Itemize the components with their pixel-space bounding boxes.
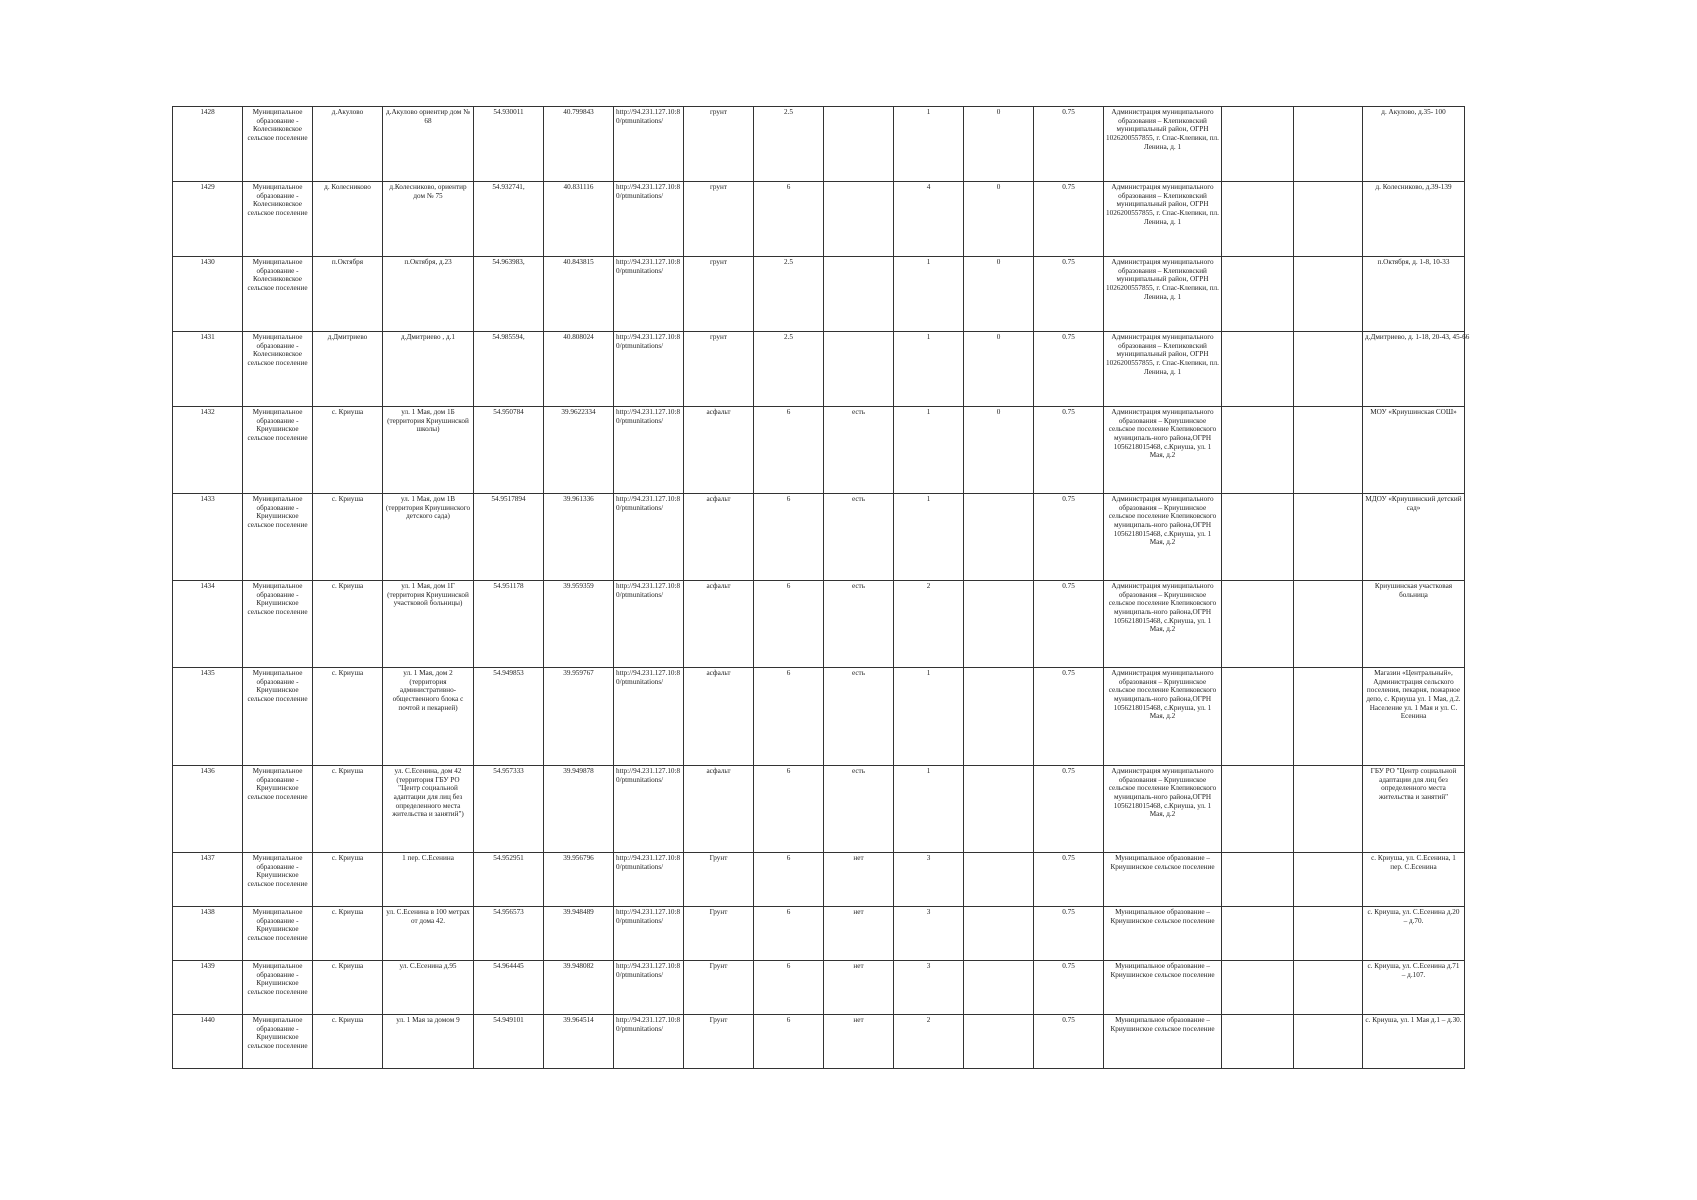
row-number: 1439 [173,961,243,1015]
latitude-cell: 54.950784 [474,407,544,494]
containers-count-cell: 4 [894,182,964,257]
empty-cell [1222,332,1294,407]
address-cell: ул. 1 Мая, дом 1Г (территория Криушинской участковой больницы) [383,581,474,668]
address-cell: ул. С.Есенина д.95 [383,961,474,1015]
longitude-cell: 39.959767 [544,668,614,766]
municipality-cell: Муниципальное образование - Криушинское сельское поселение [243,961,313,1015]
table-row [173,1015,1465,1069]
planned-containers-cell [964,494,1034,581]
containers-count-cell: 1 [894,332,964,407]
surface-cell: Грунт [684,853,754,907]
table-row [173,766,1465,853]
area-cell: 6 [754,1015,824,1069]
map-link-cell[interactable]: http://94.231.127.10:80/ptmunitations/ [614,668,684,766]
table-row [173,407,1465,494]
empty-cell [1222,182,1294,257]
containers-count-cell: 3 [894,961,964,1015]
longitude-cell: 40.843815 [544,257,614,332]
surface-cell: грунт [684,107,754,182]
map-link-cell[interactable]: http://94.231.127.10:80/ptmunitations/ [614,766,684,853]
empty-cell [1294,107,1363,182]
fence-cell: есть [824,766,894,853]
empty-cell [1222,107,1294,182]
municipality-cell: Муниципальное образование - Колесниковское сельское поселение [243,257,313,332]
waste-sources-cell: д.Дмитриево, д. 1-18, 20-43, 45-66 [1363,332,1465,407]
longitude-cell: 39.959359 [544,581,614,668]
latitude-cell: 54.9517894 [474,494,544,581]
planned-containers-cell: 0 [964,182,1034,257]
surface-cell: асфальт [684,494,754,581]
longitude-cell: 40.799843 [544,107,614,182]
containers-count-cell: 3 [894,853,964,907]
empty-cell [1222,668,1294,766]
registry-body [173,107,1470,1069]
address-cell: ул. 1 Мая, дом 1Б (территория Криушинской школы) [383,407,474,494]
municipality-cell: Муниципальное образование - Криушинское сельское поселение [243,581,313,668]
address-cell: ул. 1 Мая, дом 1В (территория Криушинского детского сада) [383,494,474,581]
container-volume-cell: 0.75 [1034,107,1104,182]
table-row [173,668,1465,766]
container-volume-cell: 0.75 [1034,853,1104,907]
planned-containers-cell: 0 [964,332,1034,407]
municipality-cell: Муниципальное образование - Криушинское сельское поселение [243,766,313,853]
map-link-cell[interactable]: http://94.231.127.10:80/ptmunitations/ [614,853,684,907]
surface-cell: грунт [684,332,754,407]
owner-cell: Муниципальное образование – Криушинское сельское поселение [1104,853,1222,907]
settlement-cell: с. Криуша [313,494,383,581]
settlement-cell: с. Криуша [313,766,383,853]
surface-cell: асфальт [684,581,754,668]
empty-cell [1294,182,1363,257]
longitude-cell: 39.961336 [544,494,614,581]
map-link-cell[interactable]: http://94.231.127.10:80/ptmunitations/ [614,107,684,182]
containers-count-cell: 2 [894,581,964,668]
surface-cell: Грунт [684,961,754,1015]
waste-sources-cell: д. Акулово, д.35- 100 [1363,107,1465,182]
row-number: 1435 [173,668,243,766]
owner-cell: Администрация муниципального образования – Клепиковский муниципальный район, ОГРН 1026200557855, г. Спас-Клепики, пл. Ленина, д. 1 [1104,332,1222,407]
surface-cell: грунт [684,257,754,332]
empty-cell [1222,907,1294,961]
settlement-cell: с. Криуша [313,961,383,1015]
municipality-cell: Муниципальное образование - Криушинское сельское поселение [243,494,313,581]
empty-cell [1294,907,1363,961]
empty-cell [1294,332,1363,407]
empty-cell [1222,961,1294,1015]
empty-cell [1222,1015,1294,1069]
area-cell: 6 [754,494,824,581]
latitude-cell: 54.932741, [474,182,544,257]
containers-count-cell: 1 [894,257,964,332]
empty-cell [1222,257,1294,332]
row-number: 1436 [173,766,243,853]
fence-cell: нет [824,853,894,907]
container-volume-cell: 0.75 [1034,907,1104,961]
settlement-cell: с. Криуша [313,581,383,668]
row-number: 1432 [173,407,243,494]
latitude-cell: 54.985594, [474,332,544,407]
municipality-cell: Муниципальное образование - Криушинское сельское поселение [243,907,313,961]
area-cell: 2.5 [754,107,824,182]
waste-sources-cell: МДОУ «Криушинский детский сад» [1363,494,1465,581]
containers-count-cell: 1 [894,107,964,182]
waste-sources-cell: ГБУ РО "Центр социальной адаптации для лиц без определенного места жительства и занятий" [1363,766,1465,853]
owner-cell: Муниципальное образование – Криушинское сельское поселение [1104,1015,1222,1069]
municipality-cell: Муниципальное образование - Криушинское сельское поселение [243,668,313,766]
area-cell: 6 [754,961,824,1015]
fence-cell [824,257,894,332]
settlement-cell: с. Криуша [313,853,383,907]
area-cell: 6 [754,907,824,961]
longitude-cell: 39.964514 [544,1015,614,1069]
fence-cell: есть [824,668,894,766]
waste-sources-cell: Криушинская участковая больница [1363,581,1465,668]
table-row [173,182,1465,257]
waste-sources-cell: МОУ «Криушинская СОШ» [1363,407,1465,494]
fence-cell [824,182,894,257]
area-cell: 2.5 [754,332,824,407]
table-row [173,332,1465,407]
latitude-cell: 54.949101 [474,1015,544,1069]
planned-containers-cell [964,1015,1034,1069]
row-number: 1430 [173,257,243,332]
area-cell: 6 [754,182,824,257]
empty-cell [1294,494,1363,581]
surface-cell: асфальт [684,766,754,853]
container-volume-cell: 0.75 [1034,182,1104,257]
fence-cell: есть [824,494,894,581]
fence-cell: нет [824,1015,894,1069]
fence-cell: есть [824,407,894,494]
row-number: 1438 [173,907,243,961]
area-cell: 6 [754,668,824,766]
municipality-cell: Муниципальное образование - Криушинское сельское поселение [243,407,313,494]
municipality-cell: Муниципальное образование - Криушинское сельское поселение [243,853,313,907]
settlement-cell: с. Криуша [313,907,383,961]
area-cell: 2.5 [754,257,824,332]
planned-containers-cell [964,853,1034,907]
table-row [173,494,1465,581]
empty-cell [1294,581,1363,668]
empty-cell [1222,494,1294,581]
area-cell: 6 [754,581,824,668]
map-link-cell[interactable]: http://94.231.127.10:80/ptmunitations/ [614,907,684,961]
waste-sources-cell: с. Криуша, ул. С.Есенина д.71 – д.107. [1363,961,1465,1015]
container-volume-cell: 0.75 [1034,581,1104,668]
settlement-cell: с. Криуша [313,1015,383,1069]
waste-sources-cell: с. Криуша, ул. 1 Мая д.1 – д.30. [1363,1015,1465,1069]
container-volume-cell: 0.75 [1034,257,1104,332]
owner-cell: Администрация муниципального образования – Криушинское сельское поселение Клепиковского муниципаль-ного района,ОГРН 1056218015468, с.Криуша, ул. 1 Мая, д.2 [1104,766,1222,853]
municipality-cell: Муниципальное образование - Колесниковское сельское поселение [243,107,313,182]
fence-cell: есть [824,581,894,668]
fence-cell [824,332,894,407]
row-number: 1429 [173,182,243,257]
owner-cell: Администрация муниципального образования – Клепиковский муниципальный район, ОГРН 1026200557855, г. Спас-Клепики, пл. Ленина, д. 1 [1104,182,1222,257]
latitude-cell: 54.951178 [474,581,544,668]
row-number: 1437 [173,853,243,907]
fence-cell: нет [824,961,894,1015]
empty-cell [1294,668,1363,766]
table-row [173,581,1465,668]
owner-cell: Администрация муниципального образования – Клепиковский муниципальный район, ОГРН 1026200557855, г. Спас-Клепики, пл. Ленина, д. 1 [1104,257,1222,332]
fence-cell [824,107,894,182]
fence-cell: нет [824,907,894,961]
settlement-cell: д.Акулово [313,107,383,182]
area-cell: 6 [754,766,824,853]
map-link-cell[interactable]: http://94.231.127.10:80/ptmunitations/ [614,257,684,332]
empty-cell [1294,766,1363,853]
planned-containers-cell [964,581,1034,668]
empty-cell [1222,581,1294,668]
address-cell: д.Колесниково, ориентир дом № 75 [383,182,474,257]
settlement-cell: д. Колесниково [313,182,383,257]
municipality-cell: Муниципальное образование - Колесниковское сельское поселение [243,182,313,257]
map-link-cell[interactable]: http://94.231.127.10:80/ptmunitations/ [614,182,684,257]
address-cell: д.Акулово ориентир дом № 68 [383,107,474,182]
address-cell: ул. 1 Мая за домом 9 [383,1015,474,1069]
planned-containers-cell [964,907,1034,961]
address-cell: ул. С.Есенина в 100 метрах от дома 42. [383,907,474,961]
map-link-cell[interactable]: http://94.231.127.10:80/ptmunitations/ [614,961,684,1015]
waste-sources-cell: Магазин «Центральный», Администрация сельского поселения, пекарня, пожарное депо, с. Криуша ул. 1 Мая, д.2. Население ул. 1 Мая и ул. С. Есенина [1363,668,1465,766]
settlement-cell: п.Октября [313,257,383,332]
containers-count-cell: 1 [894,494,964,581]
surface-cell: асфальт [684,668,754,766]
planned-containers-cell [964,766,1034,853]
longitude-cell: 39.949878 [544,766,614,853]
empty-cell [1222,407,1294,494]
map-link-cell[interactable]: http://94.231.127.10:80/ptmunitations/ [614,581,684,668]
containers-count-cell: 1 [894,668,964,766]
planned-containers-cell: 0 [964,407,1034,494]
longitude-cell: 39.948082 [544,961,614,1015]
municipality-cell: Муниципальное образование - Криушинское сельское поселение [243,1015,313,1069]
row-number: 1434 [173,581,243,668]
map-link-cell[interactable]: http://94.231.127.10:80/ptmunitations/ [614,1015,684,1069]
address-cell: ул. 1 Мая, дом 2 (территория административно-общественного блока с почтой и пекарней) [383,668,474,766]
table-row [173,907,1465,961]
owner-cell: Администрация муниципального образования – Криушинское сельское поселение Клепиковского муниципаль-ного района,ОГРН 1056218015468, с.Криуша, ул. 1 Мая, д.2 [1104,494,1222,581]
longitude-cell: 40.831116 [544,182,614,257]
latitude-cell: 54.930011 [474,107,544,182]
owner-cell: Муниципальное образование – Криушинское сельское поселение [1104,907,1222,961]
address-cell: д.Дмитриево , д.1 [383,332,474,407]
empty-cell [1294,853,1363,907]
container-volume-cell: 0.75 [1034,668,1104,766]
containers-count-cell: 3 [894,907,964,961]
waste-sources-cell: с. Криуша, ул. С.Есенина д.20 – д.70. [1363,907,1465,961]
container-volume-cell: 0.75 [1034,766,1104,853]
settlement-cell: д.Дмитриево [313,332,383,407]
longitude-cell: 39.9622334 [544,407,614,494]
container-volume-cell: 0.75 [1034,961,1104,1015]
latitude-cell: 54.957333 [474,766,544,853]
container-volume-cell: 0.75 [1034,494,1104,581]
waste-sites-registry-table [172,106,1470,1069]
surface-cell: Грунт [684,1015,754,1069]
municipality-cell: Муниципальное образование - Колесниковское сельское поселение [243,332,313,407]
area-cell: 6 [754,853,824,907]
row-number: 1433 [173,494,243,581]
empty-cell [1222,853,1294,907]
longitude-cell: 39.948489 [544,907,614,961]
empty-cell [1294,407,1363,494]
latitude-cell: 54.952951 [474,853,544,907]
table-row [173,961,1465,1015]
waste-sources-cell: с. Криуша, ул. С.Есенина, 1 пер. С.Есенина [1363,853,1465,907]
empty-cell [1294,1015,1363,1069]
row-number: 1440 [173,1015,243,1069]
longitude-cell: 39.956796 [544,853,614,907]
table-row [173,853,1465,907]
container-volume-cell: 0.75 [1034,332,1104,407]
surface-cell: асфальт [684,407,754,494]
planned-containers-cell [964,668,1034,766]
address-cell: п.Октября, д.23 [383,257,474,332]
table-row [173,107,1465,182]
planned-containers-cell: 0 [964,257,1034,332]
latitude-cell: 54.964445 [474,961,544,1015]
map-link-cell[interactable]: http://94.231.127.10:80/ptmunitations/ [614,494,684,581]
container-volume-cell: 0.75 [1034,407,1104,494]
containers-count-cell: 2 [894,1015,964,1069]
containers-count-cell: 1 [894,766,964,853]
planned-containers-cell: 0 [964,107,1034,182]
table-row [173,257,1465,332]
longitude-cell: 40.808024 [544,332,614,407]
map-link-cell[interactable]: http://94.231.127.10:80/ptmunitations/ [614,407,684,494]
row-number: 1428 [173,107,243,182]
owner-cell: Администрация муниципального образования – Криушинское сельское поселение Клепиковского муниципаль-ного района,ОГРН 1056218015468, с.Криуша, ул. 1 Мая, д.2 [1104,668,1222,766]
surface-cell: грунт [684,182,754,257]
waste-sources-cell: п.Октября, д. 1-8, 10-33 [1363,257,1465,332]
latitude-cell: 54.956573 [474,907,544,961]
empty-cell [1294,961,1363,1015]
empty-cell [1294,257,1363,332]
owner-cell: Муниципальное образование – Криушинское сельское поселение [1104,961,1222,1015]
owner-cell: Администрация муниципального образования – Клепиковский муниципальный район, ОГРН 1026200557855, г. Спас-Клепики, пл. Ленина, д. 1 [1104,107,1222,182]
address-cell: ул. С.Есенина, дом 42 (территория ГБУ РО "Центр социальной адаптации для лиц без определенного места жительства и занятий") [383,766,474,853]
containers-count-cell: 1 [894,407,964,494]
address-cell: 1 пер. С.Есенина [383,853,474,907]
empty-cell [1222,766,1294,853]
planned-containers-cell [964,961,1034,1015]
area-cell: 6 [754,407,824,494]
owner-cell: Администрация муниципального образования – Криушинское сельское поселение Клепиковского муниципаль-ного района,ОГРН 1056218015468, с.Криуша, ул. 1 Мая, д.2 [1104,407,1222,494]
surface-cell: Грунт [684,907,754,961]
settlement-cell: с. Криуша [313,407,383,494]
owner-cell: Администрация муниципального образования – Криушинское сельское поселение Клепиковского муниципаль-ного района,ОГРН 1056218015468, с.Криуша, ул. 1 Мая, д.2 [1104,581,1222,668]
container-volume-cell: 0.75 [1034,1015,1104,1069]
latitude-cell: 54.949853 [474,668,544,766]
latitude-cell: 54.963983, [474,257,544,332]
waste-sources-cell: д. Колесниково, д.39-139 [1363,182,1465,257]
row-number: 1431 [173,332,243,407]
settlement-cell: с. Криуша [313,668,383,766]
map-link-cell[interactable]: http://94.231.127.10:80/ptmunitations/ [614,332,684,407]
